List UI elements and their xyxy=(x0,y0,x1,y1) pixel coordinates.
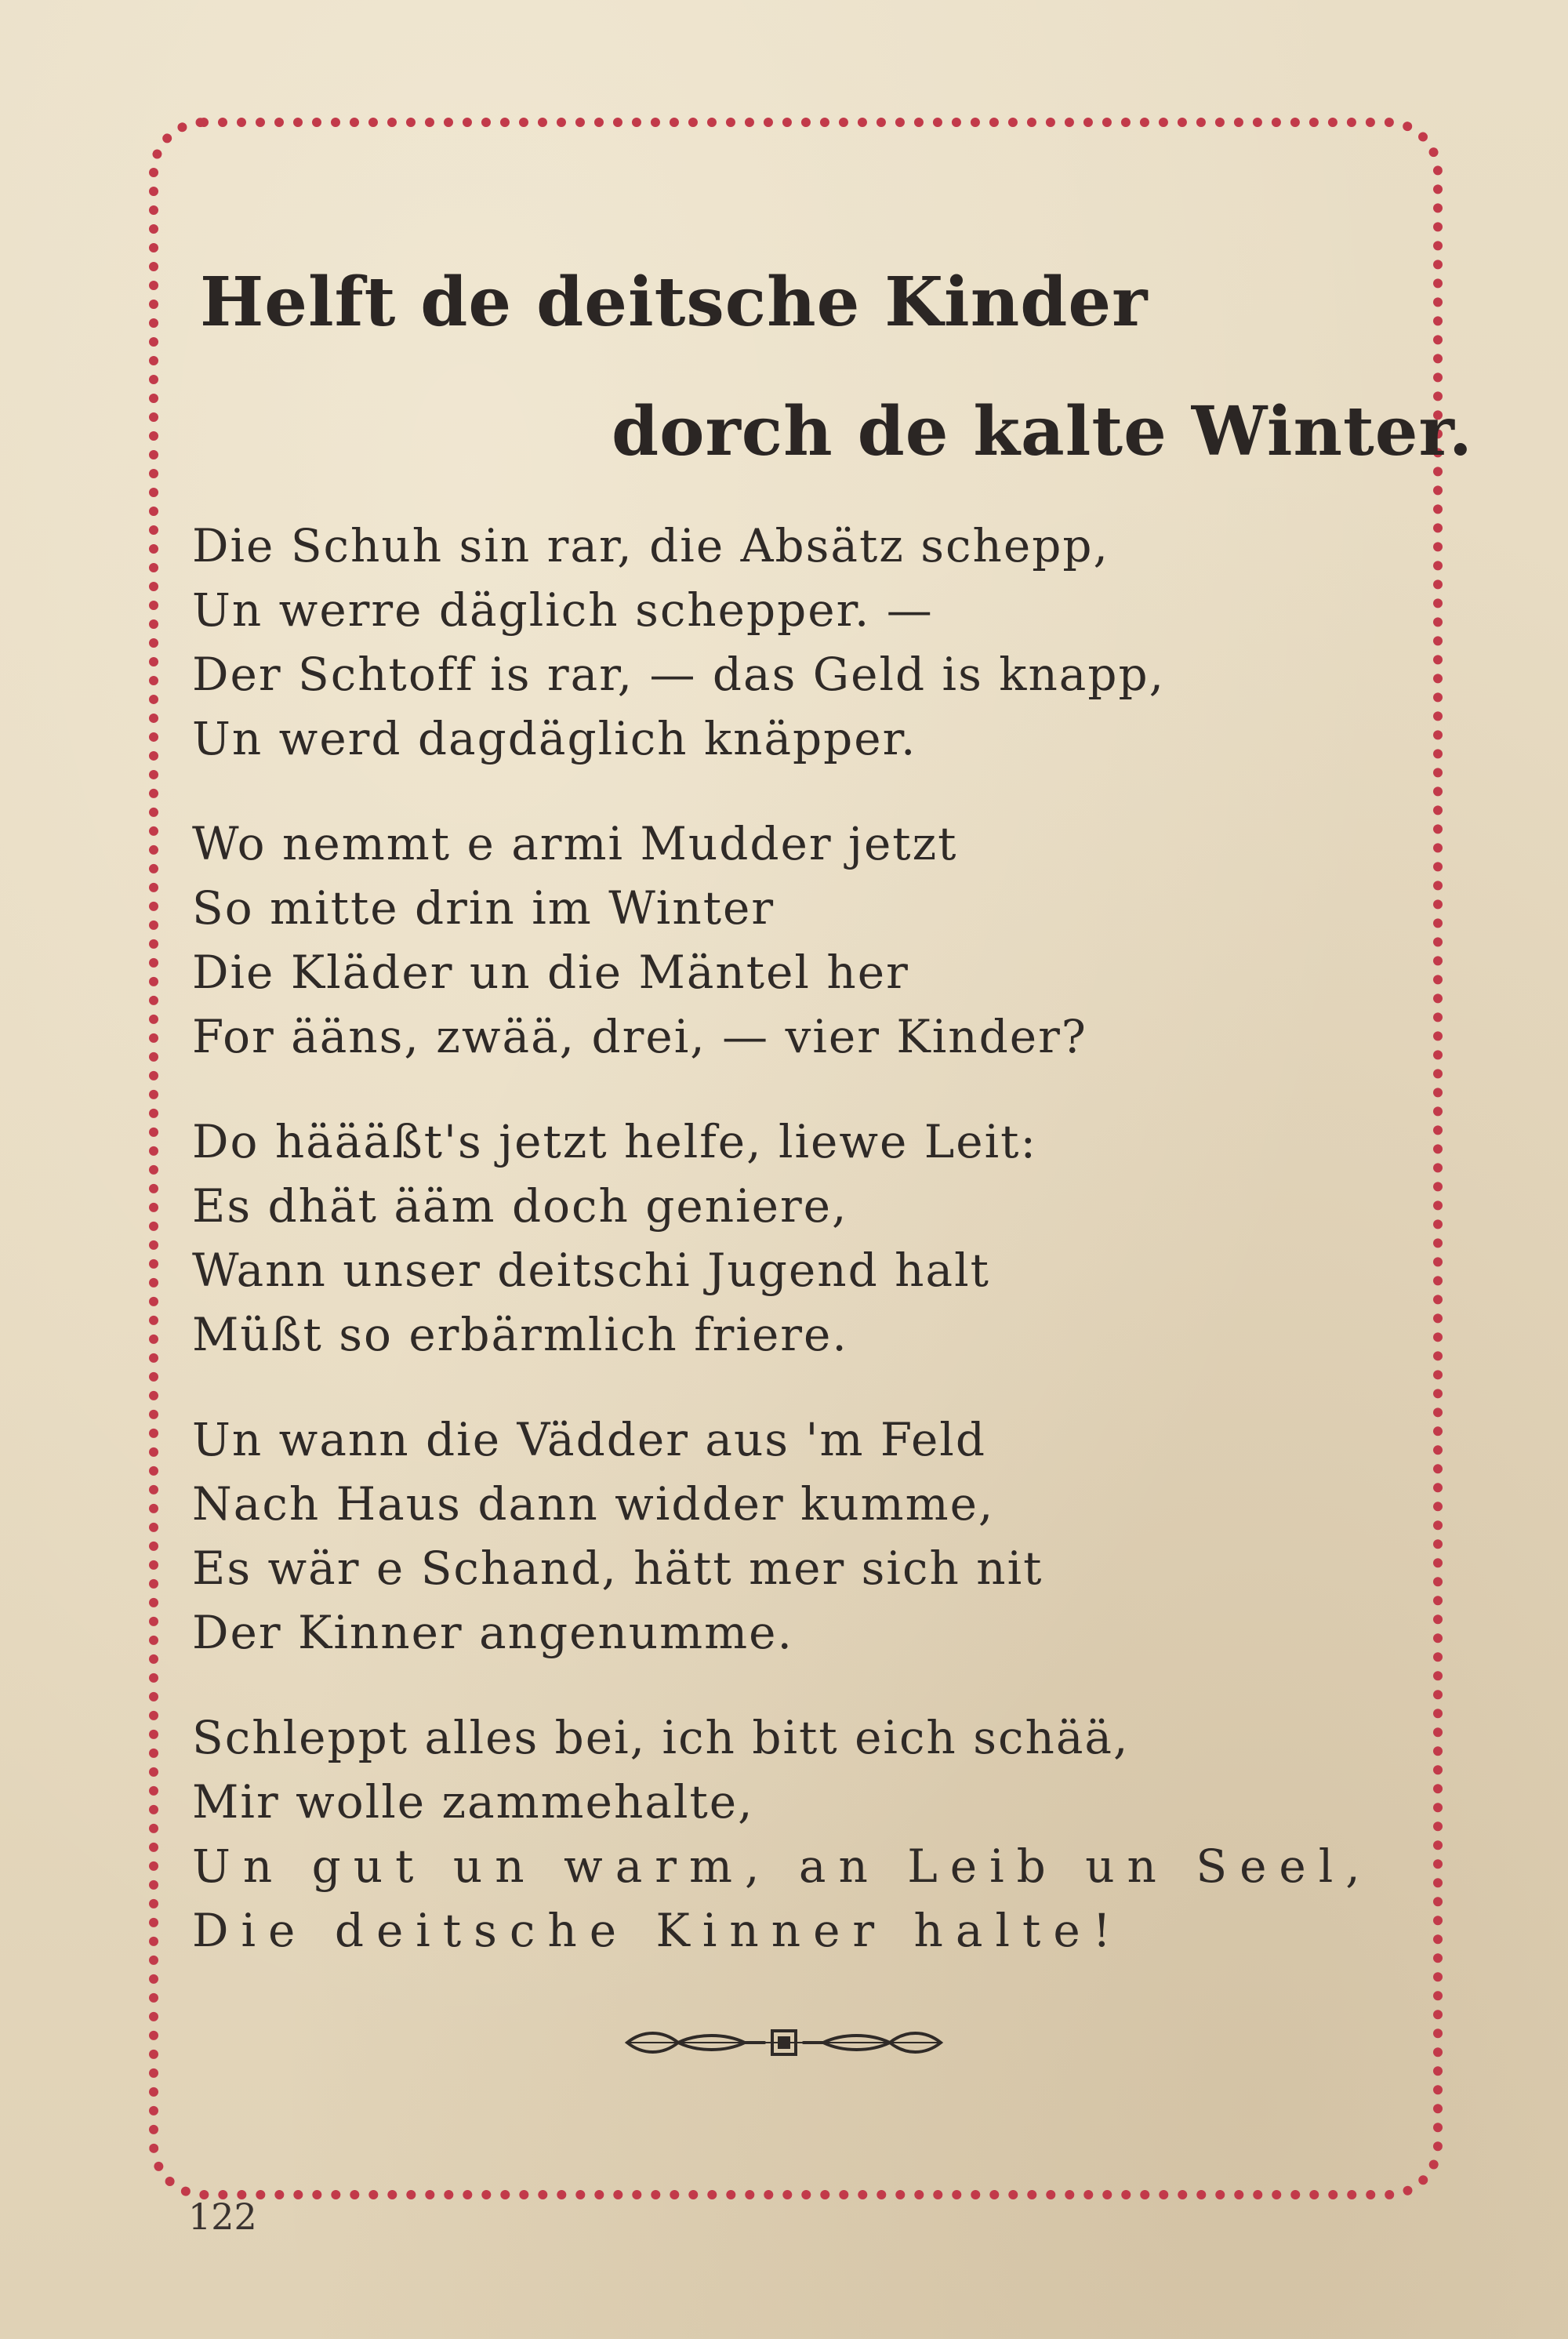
poem-line: Un gut un warm, an Leib un Seel, xyxy=(192,1840,1373,1893)
poem-line: Schleppt alles bei, ich bitt eich schää, xyxy=(192,1711,1130,1764)
stanza-5 xyxy=(192,1705,1415,1963)
poem-line: For ääns, zwää, drei, — vier Kinder? xyxy=(192,1010,1087,1063)
poem-line: Müßt so erbärmlich friere. xyxy=(192,1308,848,1361)
poem-line: Nach Haus dann widder kumme, xyxy=(192,1477,995,1531)
poem-line: Un wann die Vädder aus 'm Feld xyxy=(192,1413,986,1466)
poem-line: Die Kläder un die Mäntel her xyxy=(192,946,909,999)
poem-line: Die Schuh sin rar, die Absätz schepp, xyxy=(192,519,1109,572)
poem-line: Mir wolle zammehalte, xyxy=(192,1775,754,1829)
poem-line: So mitte drin im Winter xyxy=(192,881,775,935)
poem-line: Es dhät ääm doch geniere, xyxy=(192,1179,848,1233)
poem-line: Der Schtoff is rar, — das Geld is knapp, xyxy=(192,648,1166,701)
poem-body xyxy=(192,514,1415,2003)
stanza-4 xyxy=(192,1407,1415,1665)
poem-line: Do häääßt's jetzt helfe, liewe Leit: xyxy=(192,1115,1038,1168)
poem-title-line-1: Helft de deitsche Kinder xyxy=(200,263,1149,342)
page-number: 122 xyxy=(188,2196,257,2238)
poem-line: Un werd dagdäglich knäpper. xyxy=(192,712,917,765)
stanza-2 xyxy=(192,812,1415,1069)
ornament-divider-icon xyxy=(619,2019,949,2066)
poem-line: Wann unser deitschi Jugend halt xyxy=(192,1244,990,1297)
stanza-3 xyxy=(192,1110,1415,1367)
poem-line: Es wär e Schand, hätt mer sich nit xyxy=(192,1542,1044,1595)
stanza-1 xyxy=(192,514,1415,771)
poem-line: Der Kinner angenumme. xyxy=(192,1606,793,1659)
poem-line: Un werre däglich schepper. — xyxy=(192,583,934,637)
poem-line: Wo nemmt e armi Mudder jetzt xyxy=(192,817,958,870)
poem-line: Die deitsche Kinner halte! xyxy=(192,1904,1123,1957)
poem-title-line-2: dorch de kalte Winter. xyxy=(612,392,1473,471)
